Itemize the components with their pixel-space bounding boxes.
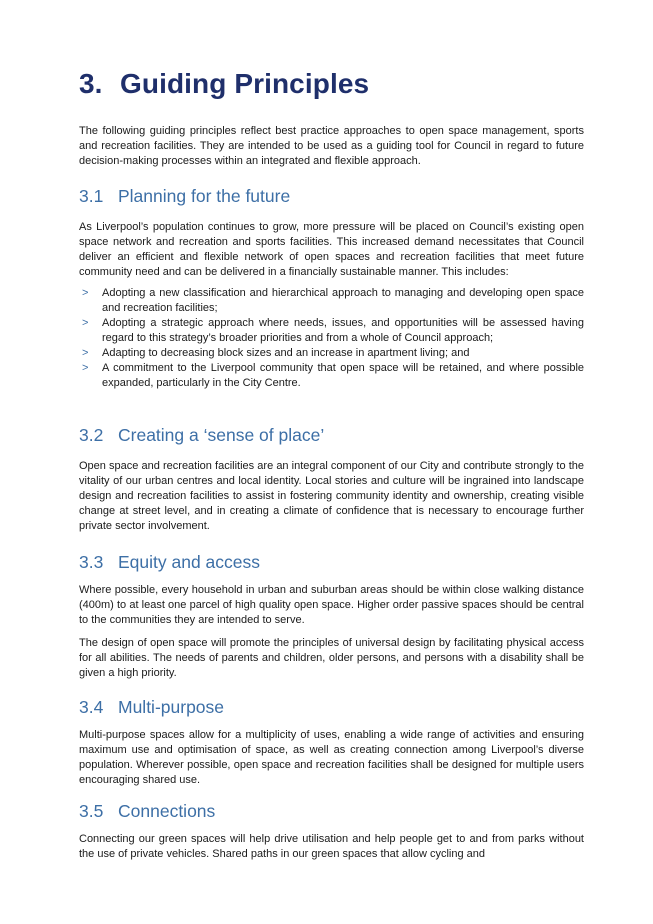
section-number: 3.1	[79, 186, 104, 206]
bullet-marker-icon: >	[82, 347, 89, 359]
section-sense-of-place	[79, 425, 584, 534]
section-heading	[79, 801, 584, 821]
list-item-text: Adopting a strategic approach where needs, issues, and opportunities will be assessed having regard to this strategy’s broader priorities and from a whole of Council approach;	[102, 317, 584, 344]
section-paragraph: Where possible, every household in urban and suburban areas should be within close walking distance (400m) to at least one parcel of high quality open space. Higher order passive spaces should be central to the communities they are intended to serve.	[79, 584, 584, 626]
section-paragraph: As Liverpool’s population continues to grow, more pressure will be placed on Council’s existing open space network and recreation and sports facilities. This increased demand necessitates that Council deliver an efficient and flexible network of open spaces and recreation facilities that meet future community need and can be delivered in a financially sustainable manner. This includes:	[79, 221, 584, 278]
list-item	[79, 361, 584, 391]
section-planning	[79, 186, 584, 391]
section-paragraph: Open space and recreation facilities are an integral component of our City and contribute strongly to the vitality of our urban centres and local identity. Local stories and culture will be ingrained into landscape design and recreation facilities to assist in fostering community identity and ownership, creating visible change at street level, and in creating a climate of confidence that is necessary to encourage further private sector involvement.	[79, 460, 584, 532]
intro-paragraph: The following guiding principles reflect best practice approaches to open space management, sports and recreation facilities. They are intended to be used as a guiding tool for Council in regard to future decision-making processes within an integrated and flexible approach.	[79, 125, 584, 167]
bullet-marker-icon: >	[82, 362, 89, 374]
page-title-number: 3.	[79, 68, 103, 99]
section-heading	[79, 697, 584, 717]
section-heading	[79, 425, 584, 445]
section-title: Planning for the future	[118, 186, 291, 206]
page-title	[79, 68, 369, 100]
section-multi-purpose	[79, 697, 584, 788]
section-title: Creating a ‘sense of place’	[118, 425, 325, 445]
section-title: Connections	[118, 801, 216, 821]
bullet-marker-icon: >	[82, 317, 89, 329]
bullet-marker-icon: >	[82, 287, 89, 299]
section-paragraph: Multi-purpose spaces allow for a multiplicity of uses, enabling a wide range of activities and ensuring maximum use and optimisation of space, as well as creating connection among Liverpool’s diverse population. Wherever possible, open space and recreation facilities shall be designed for multiple users encouraging shared use.	[79, 729, 584, 786]
section-number: 3.3	[79, 552, 104, 572]
section-title: Equity and access	[118, 552, 261, 572]
section-title: Multi-purpose	[118, 697, 225, 717]
section-equity-access	[79, 552, 584, 681]
list-item	[79, 346, 584, 361]
section-heading	[79, 186, 584, 206]
section-paragraph: Connecting our green spaces will help drive utilisation and help people get to and from parks without the use of private vehicles. Shared paths in our green spaces that allow cycling and	[79, 833, 584, 860]
section-heading	[79, 552, 584, 572]
list-item	[79, 286, 584, 316]
page-title-text: Guiding Principles	[120, 68, 370, 99]
list-item	[79, 316, 584, 346]
bullet-list	[79, 286, 584, 391]
section-number: 3.4	[79, 697, 104, 717]
intro-block	[79, 124, 584, 169]
list-item-text: Adapting to decreasing block sizes and an increase in apartment living; and	[102, 347, 470, 359]
section-connections	[79, 801, 584, 862]
list-item-text: A commitment to the Liverpool community that open space will be retained, and where possible expanded, particularly in the City Centre.	[102, 362, 584, 389]
section-paragraph: The design of open space will promote the principles of universal design by facilitating physical access for all abilities. The needs of parents and children, older persons, and persons with a disability shall be given a high priority.	[79, 637, 584, 679]
list-item-text: Adopting a new classification and hierarchical approach to managing and developing open space and recreation facilities;	[102, 287, 584, 314]
section-number: 3.2	[79, 425, 104, 445]
section-number: 3.5	[79, 801, 104, 821]
